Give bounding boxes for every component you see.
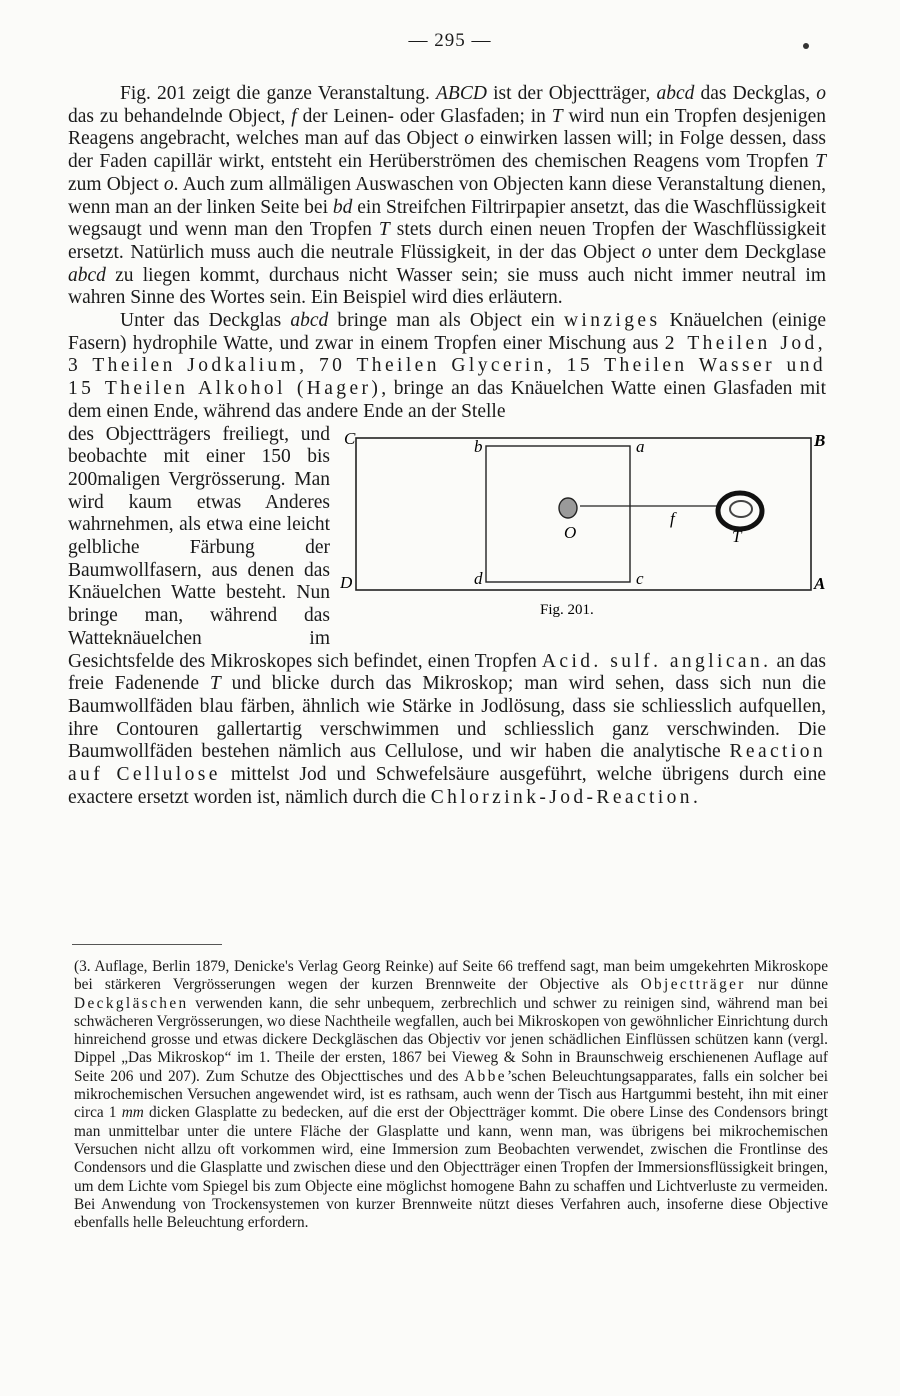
footnote: (3. Auflage, Berlin 1879, Denicke's Verlag Georg Reinke) auf Seite 66 treffend sagt, man beim umgekehrten Mikroskope bei stärkeren Vergrösserungen wegen der kurzen Brennweite der Objective als Objectträger nur dünne Deckgläschen verwenden kann, die sehr unbequem, zerbrechlich und schwer zu reinigen sind, während man bei schwächeren Vergrösserungen, wo diese Nachtheile wegfallen, auch bei Mikroskopen von gewöhnlicher Einrichtung durch hinreichend grosse und etwas dickere Deckgläschen das Objectiv vor jenen schädlichen Einflüssen schützen kann (vergl. Dippel „Das Mikroskop“ im 1. Theile der ersten, 1867 bei Vieweg & Sohn in Braunschweig erschienenen Auflage auf Seite 206 und 207). Zum Schutze des Objecttisches und des Abbe’schen Beleuchtungsapparates, falls ein solcher bei mikrochemischen Versuchen angewendet wird, ist es rathsam, auch wenn der Tisch aus Hartgummi besteht, ihn mit einer circa 1 mm dicken Glasplatte zu bedecken, auf die erst der Objectträger kommt. Die obere Linse des Condensors bringt man unmittelbar unter die untere Fläche der Glasplatte und kann, wenn man, was übrigens bei mikrochemischen Versuchen nicht allzu oft vorkommen wird, eine Immersion zum Beobachten verwendet, zwischen die Frontlinse des Condensors und die Glasplatte und zwischen diese und den Objectträger einen Tropfen der Immersionsflüssigkeit bringen, um dem Lichte vom Spiegel bis zum Objecte eine möglichst homogene Bahn zu schaffen und Lichtverluste zu vermeiden. Bei Anwendung von Trockensystemen von kurzer Brennweite nützt dieses Verfahren auch, insoferne diese Objective ebenfalls helle Beleuchtung erfordern. (74, 958, 828, 1232)
deckglas-outline (486, 446, 630, 582)
label-D: D (340, 572, 353, 592)
label-f: f (670, 508, 675, 528)
drop-t-outer (718, 493, 762, 529)
paragraph-2: Unter das Deckglas abcd bringe man als Object ein winziges Knäuelchen (einige Fasern) hydrophile Watte, und zwar in einem Tropfen einer Mischung aus 2 Theilen Jod, 3 Theilen Jodkalium, 70 Theilen Glycerin, 15 Theilen Wasser und 15 Theilen Alkohol (Hager), bringe an das Knäuelchen Watte einen Glasfaden mit dem einen Ende, während das andere Ende an der Stelle (68, 310, 826, 422)
drop-t-inner (730, 501, 752, 517)
slide-diagram (340, 432, 826, 632)
figure-caption: Fig. 201. (540, 601, 594, 618)
label-c: c (636, 568, 644, 588)
figure-201 (340, 432, 826, 632)
label-A: A (814, 573, 826, 593)
label-T: T (732, 526, 742, 546)
label-b: b (474, 436, 483, 456)
objecttraeger-outline (356, 438, 811, 590)
label-o: O (564, 522, 577, 542)
label-B: B (814, 431, 826, 450)
paragraph-1: Fig. 201 zeigt die ganze Veranstaltung. ABCD ist der Objectträger, abcd das Deckglas, o das zu behandelnde Object, f der Leinen- oder Glasfaden; in T wird nun ein Tropfen desjenigen Reagens angebracht, welches man auf das Object o einwirken lassen will; in Folge dessen, dass der Faden capillär wirkt, entsteht ein Herüberströmen des chemischen Reagens vom Tropfen T zum Object o. Auch zum allmäligen Auswaschen von Objecten kann diese Veranstaltung dienen, wenn man an der linken Seite bei bd ein Streifchen Filtrirpapier ansetzt, das die Waschflüssigkeit wegsaugt und wenn man den Tropfen T stets durch einen neuen Tropfen der Waschflüssigkeit ersetzt. Natürlich muss auch die neutrale Flüssigkeit, in der das Object o unter dem Deckglase abcd zu liegen kommt, durchaus nicht Wasser sein; sie muss auch nicht immer neutral im wahren Sinne des Wortes sein. Ein Beispiel wird dies erläutern. (68, 83, 826, 309)
main-text: Fig. 201 zeigt die ganze Veranstaltung. ABCD ist der Objectträger, abcd das Deckglas, o das zu behandelnde Object, f der Leinen- oder Glasfaden; in T wird nun ein Tropfen desjenigen Reagens angebracht, welches man auf das Object o einwirken lassen will; in Folge dessen, dass der Faden capillär wirkt, entsteht ein Herüberströmen des chemischen Reagens vom Tropfen T zum Object o. Auch zum allmäligen Auswaschen von Objecten kann diese Veranstaltung dienen, wenn man an der linken Seite bei bd ein Streifchen Filtrirpapier ansetzt, das die Waschflüssigkeit wegsaugt und wenn man den Tropfen T stets durch einen neuen Tropfen der Waschflüssigkeit ersetzt. Natürlich muss auch die neutrale Flüssigkeit, in der das Object o unter dem Deckglase abcd zu liegen kommt, durchaus nicht Wasser sein; sie muss auch nicht immer neutral im wahren Sinne des Wortes sein. Ein Beispiel wird dies erläutern. Unter das Deckglas abcd bringe man als Object ein winziges Knäuelchen (einige Fasern) hydrophile Watte, und zwar in einem Tropfen einer Mischung aus 2 Theilen Jod, 3 Theilen Jodkalium, 70 Theilen Glycerin, 15 Theilen Wasser und 15 Theilen Alkohol (Hager), bringe an das Knäuelchen Watte einen Glasfaden mit dem einen Ende, während das andere Ende an der Stelle C B D A b a d c O f T Fig. 201. des Objectträgers freiliegt, und beobachte mit einer 150 bis 200maligen Vergrösserung. Man wird kaum etwas Anderes wahrnehmen, als etwa eine leicht gelbliche Färbung der Baumwollfasern, aus denen das Knäuelchen Watte besteht. Nun bringe man, während das Watteknäuelchen im Gesichtsfelde des Mikroskopes sich befindet, einen Tropfen Acid. sulf. anglican. an das freie Fadenende T und blicke durch das Mikroskop; man wird sehen, dass sich nun die Baumwollfäden blau färben, ähnlich wie Stärke in Jodlösung, dass sie schliesslich aufquellen, ihre Contouren gallertartig verschwimmen und schliesslich ganz verschwinden. Die Baumwollfäden bestehen nämlich aus Cellulose, und wir haben die analytische Reaction auf Cellulose mittelst Jod und Schwefelsäure ausgeführt, welche übrigens durch eine exactere ersetzt worden ist, nämlich durch die Chlorzink-Jod-Reaction. (68, 83, 827, 808)
label-C: C (344, 431, 356, 448)
footnote-rule (72, 944, 222, 945)
label-d: d (474, 568, 483, 588)
label-a: a (636, 436, 645, 456)
page-number: — 295 — (408, 30, 492, 51)
ink-speck (803, 43, 809, 49)
object-o-shape (559, 498, 577, 518)
